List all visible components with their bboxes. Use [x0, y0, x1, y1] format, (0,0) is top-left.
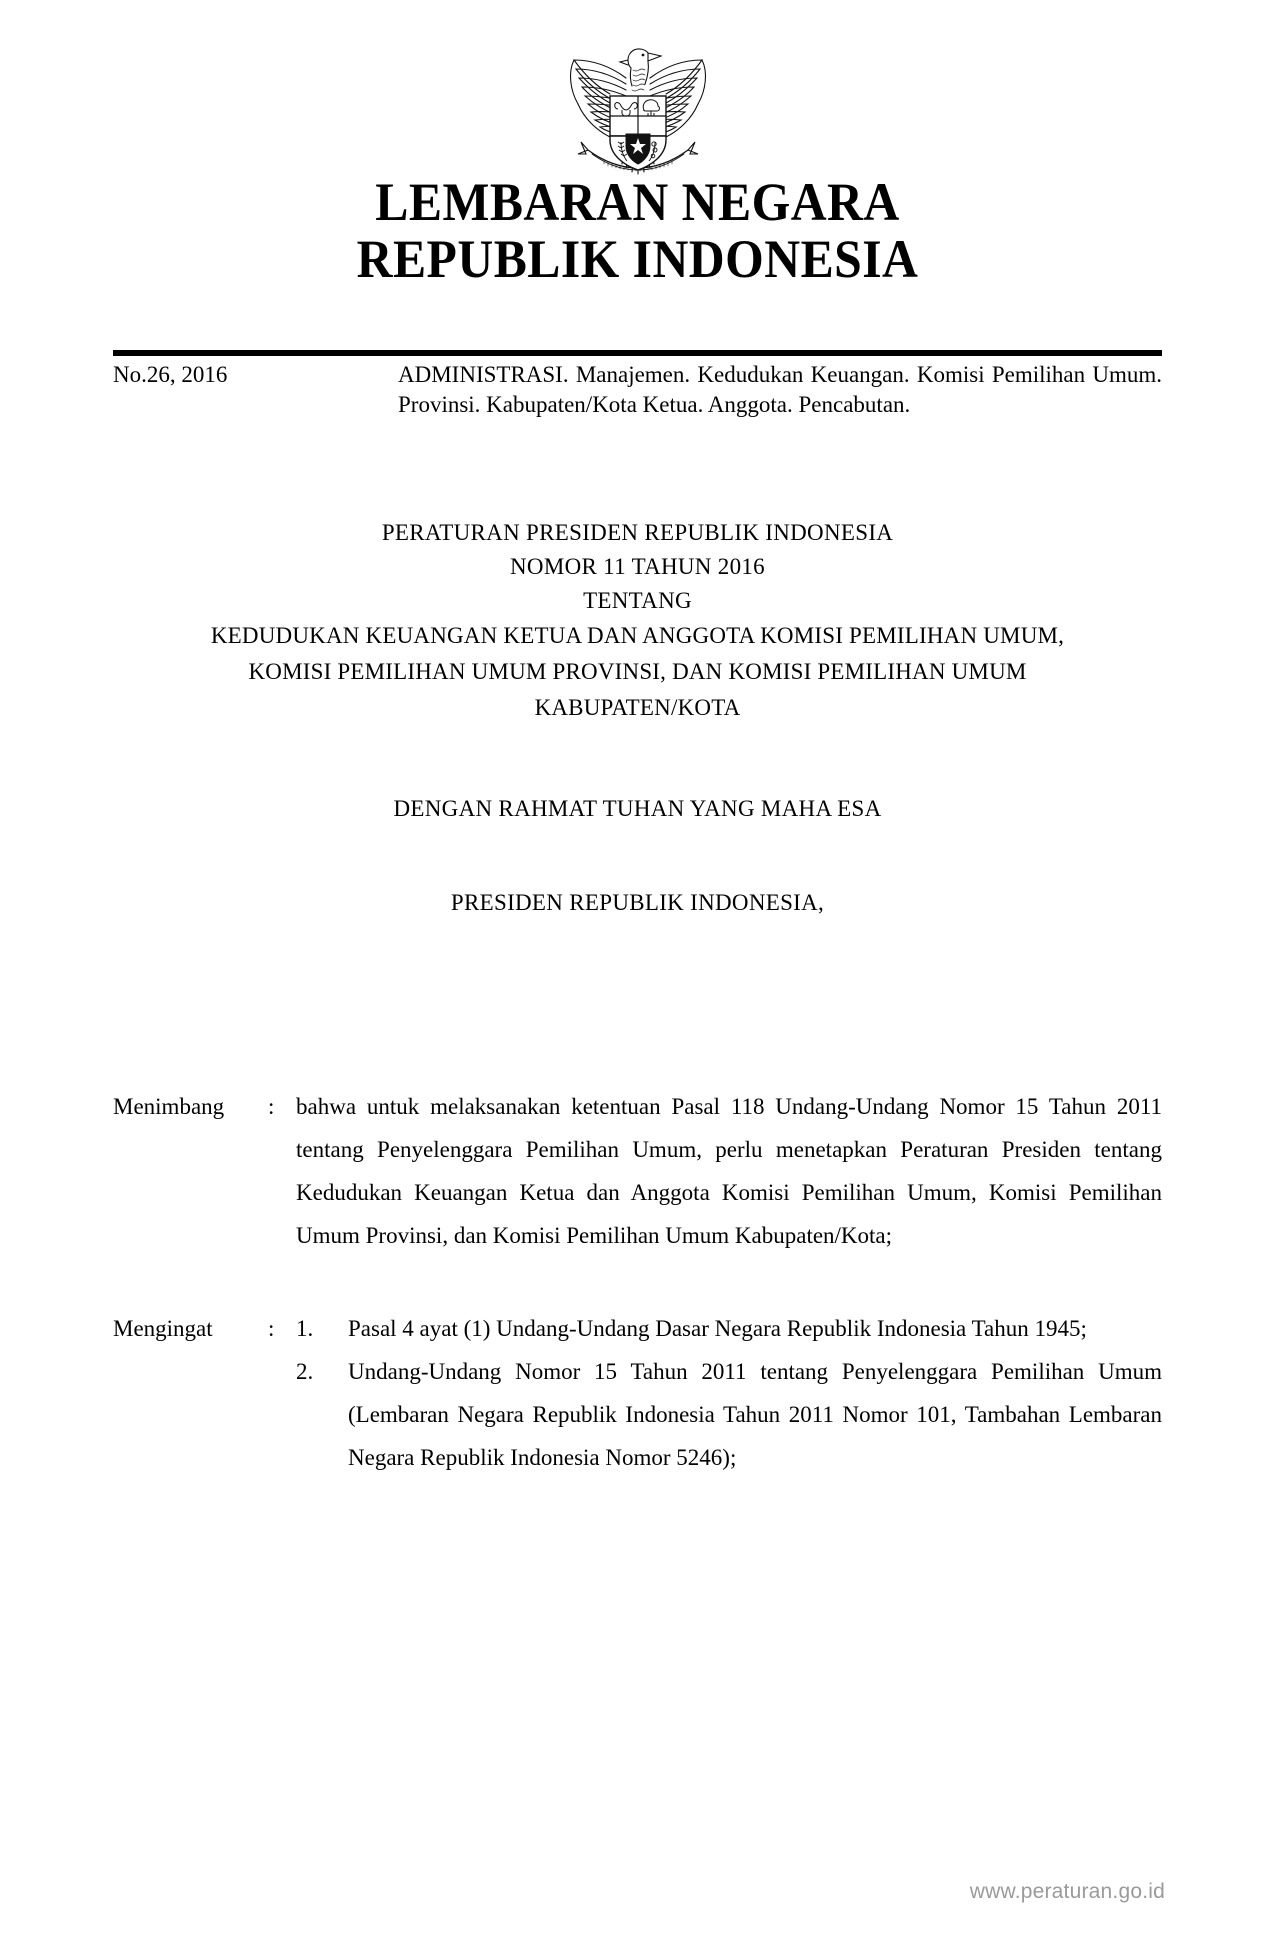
clause-label: Menimbang [113, 1094, 225, 1119]
clause-mengingat [113, 1307, 1162, 1479]
gazette-number: No.26, 2016 [113, 362, 228, 387]
emblem-container [0, 30, 1275, 178]
subject-keywords: ADMINISTRASI. Manajemen. Kedudukan Keuangan. Komisi Pemilihan Umum. Provinsi. Kabupaten/Kota Ketua. Anggota. Pencabutan. [398, 362, 1162, 417]
masthead-line-2: REPUBLIK INDONESIA [356, 229, 919, 289]
signatory-title: PRESIDEN REPUBLIK INDONESIA, [450, 890, 825, 915]
about-label: TENTANG [583, 588, 692, 613]
clause-label: Mengingat [113, 1316, 213, 1341]
masthead-divider [113, 350, 1162, 356]
regulation-type: PERATURAN PRESIDEN REPUBLIK INDONESIA [381, 520, 894, 545]
clause-colon: : [268, 1316, 275, 1341]
clause-colon: : [268, 1094, 275, 1119]
list-item [296, 1350, 1162, 1479]
title-spacer-2 [0, 826, 1275, 886]
invocation-text: DENGAN RAHMAT TUHAN YANG MAHA ESA [393, 796, 882, 821]
masthead [0, 174, 1275, 288]
pancasila-shield-icon [610, 96, 666, 170]
list-item [296, 1307, 1162, 1350]
list-text: Pasal 4 ayat (1) Undang-Undang Dasar Negara Republik Indonesia Tahun 1945; [348, 1316, 1087, 1341]
title-block [0, 516, 1275, 920]
regulation-subject-line-3: KABUPATEN/KOTA [534, 695, 741, 720]
garuda-pancasila-emblem [548, 30, 728, 178]
clause-text: bahwa untuk melaksanakan ketentuan Pasal 118 Undang-Undang Nomor 15 Tahun 2011 tentang Penyelenggara Pemilihan Umum, perlu menetapkan Peraturan Presiden tentang Kedudukan Keuangan Ketua dan Anggota Komisi Pemilihan Umum, Komisi Pemilihan Umum Provinsi, dan Komisi Pemilihan Umum Kabupaten/Kota; [296, 1094, 1162, 1248]
list-text: Undang-Undang Nomor 15 Tahun 2011 tentang Penyelenggara Pemilihan Umum (Lembaran Negara Republik Indonesia Tahun 2011 Nomor 101, Tambahan Lembaran Negara Republik Indonesia Nomor 5246); [348, 1359, 1162, 1470]
regulation-subject-line-1: KEDUDUKAN KEUANGAN KETUA DAN ANGGOTA KOMISI PEMILIHAN UMUM, [210, 623, 1065, 648]
clause-list [296, 1307, 1162, 1479]
regulation-subject-line-2: KOMISI PEMILIHAN UMUM PROVINSI, DAN KOMISI PEMILIHAN UMUM [248, 659, 1027, 684]
masthead-line-1: LEMBARAN NEGARA [375, 172, 900, 232]
regulation-number: NOMOR 11 TAHUN 2016 [510, 554, 765, 579]
list-marker: 2. [296, 1359, 314, 1384]
classification-block [113, 360, 1162, 420]
numbered-list [296, 1307, 1162, 1479]
clause-menimbang [113, 1085, 1162, 1257]
list-marker: 1. [296, 1316, 314, 1341]
footer-watermark: www.peraturan.go.id [969, 1880, 1165, 1903]
title-spacer-1 [0, 726, 1275, 792]
clauses-section [113, 1085, 1162, 1529]
